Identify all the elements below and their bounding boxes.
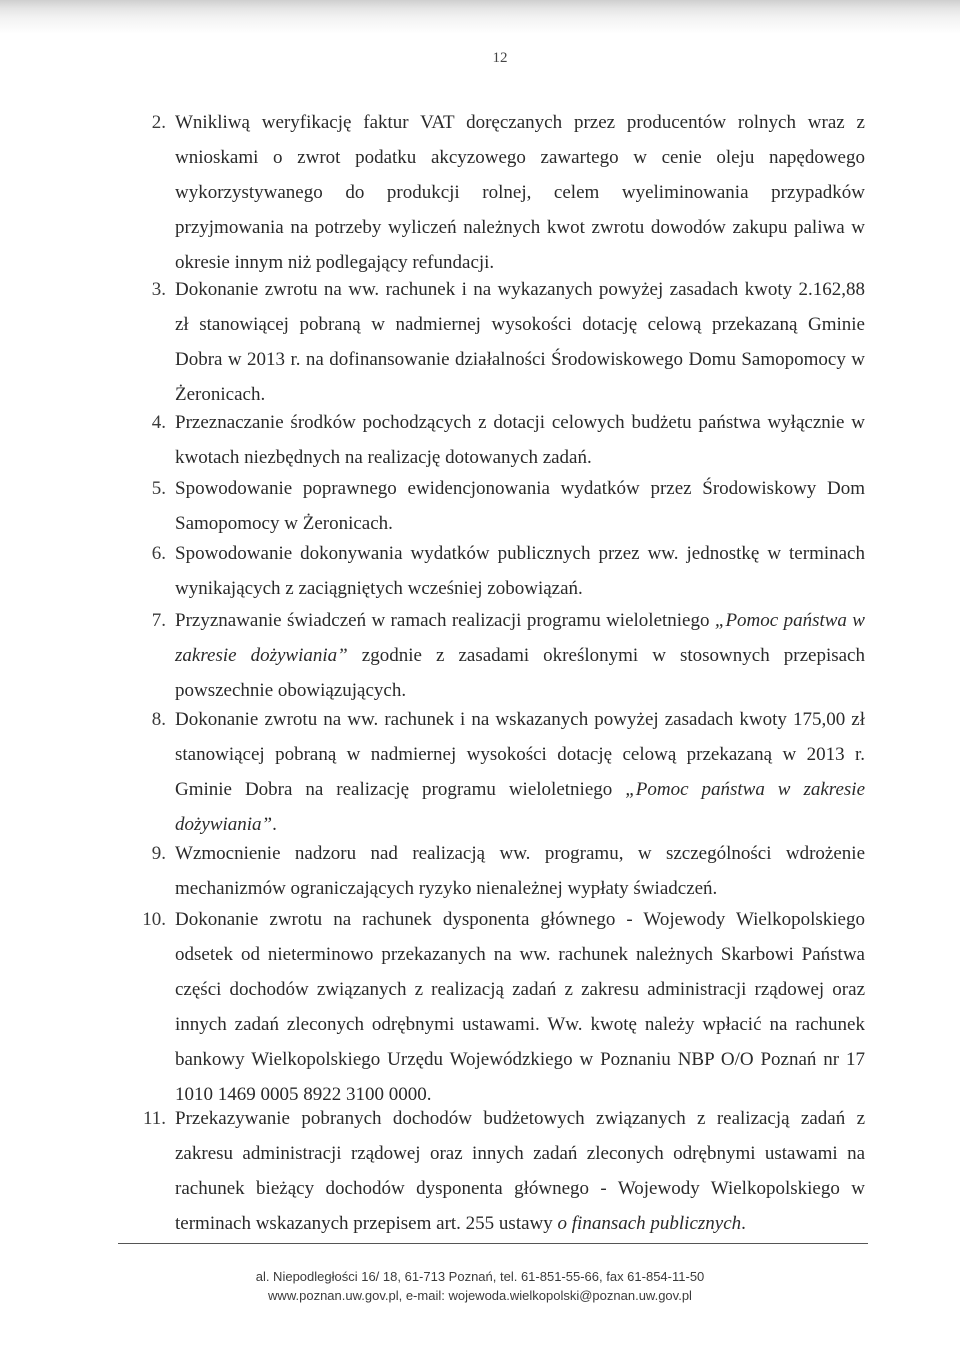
- text-fragment: Przeznaczanie środków pochodzących z dotacji celowych budżetu państwa wyłącznie w kwotach niezbędnych na realizację dotowanych zadań.: [175, 412, 865, 468]
- scan-top-edge: [0, 0, 960, 34]
- text-fragment: Dokonanie zwrotu na ww. rachunek i na wykazanych powyżej zasadach kwoty 2.162,88 zł stanowiącej pobraną w nadmiernej wysokości dotację celową przekazaną Gminie Dobra w 2013 r. na dofinansowanie działalności Środowiskowego Domu Samopomocy w Żeronicach.: [175, 279, 865, 405]
- italic-title: „Pomoc państwa w zakresie dożywiania”: [175, 779, 865, 835]
- text-fragment: .: [272, 814, 277, 835]
- text-fragment: zgodnie z zasadami określonymi w stosownych przepisach powszechnie obowiązujących.: [175, 645, 865, 701]
- italic-title: „Pomoc państwa w zakresie dożywiania”: [175, 610, 865, 666]
- text-fragment: Wzmocnienie nadzoru nad realizacją ww. programu, w szczególności wdrożenie mechanizmów ograniczających ryzyko nienależnej wypłaty świadczeń.: [175, 843, 865, 899]
- item-text: [175, 536, 865, 606]
- italic-title: o finansach publicznych: [557, 1213, 742, 1234]
- text-fragment: Wnikliwą weryfikację faktur VAT doręczanych przez producentów rolnych wraz z wnioskami o zwrot podatku akcyzowego zawartego w cenie oleju napędowego wykorzystywanego do produkcji rolnej, celem wyeliminowania przypadków przyjmowania na potrzeby wyliczeń należnych kwot zwrotu dowodów zakupu paliwa w okresie innym niż podlegający refundacji.: [175, 112, 865, 273]
- footer-address: al. Niepodległości 16/ 18, 61-713 Poznań, tel. 61-851-55-66, fax 61-854-11-50: [255, 1269, 705, 1284]
- item-text: [175, 836, 865, 906]
- text-fragment: Spowodowanie poprawnego ewidencjonowania wydatków przez Środowiskowy Dom Samopomocy w Żeronicach.: [175, 478, 865, 534]
- item-number: 6.: [151, 543, 166, 564]
- item-number: 7.: [151, 610, 166, 631]
- item-number: 8.: [151, 709, 166, 730]
- item-number: 10.: [142, 909, 166, 930]
- item-number: 2.: [151, 112, 166, 133]
- text-fragment: .: [741, 1213, 746, 1234]
- item-text: [175, 902, 865, 1112]
- item-number: 3.: [151, 279, 166, 300]
- text-fragment: Przekazywanie pobranych dochodów budżetowych związanych z realizacją zadań z zakresu administracji rządowej oraz innych zadań zleconych odrębnymi ustawami na rachunek bieżący dochodów dysponenta głównego - Wojewody Wielkopolskiego w terminach wskazanych przepisem art. 255 ustawy: [175, 1108, 865, 1234]
- item-number: 9.: [151, 843, 166, 864]
- text-fragment: Dokonanie zwrotu na rachunek dysponenta głównego - Wojewody Wielkopolskiego odsetek od nieterminowo przekazanych na ww. rachunek należnych Skarbowi Państwa części dochodów związanych z realizacją zadań z zakresu administracji rządowej oraz innych zadań zleconych odrębnymi ustawami. Ww. kwotę należy wpłacić na rachunek bankowy Wielkopolskiego Urzędu Wojewódzkiego w Poznaniu NBP O/O Poznań nr 17 1010 1469 0005 8922 3100 0000.: [175, 909, 865, 1105]
- text-fragment: Spowodowanie dokonywania wydatków publicznych przez ww. jednostkę w terminach wynikających z zaciągniętych wcześniej zobowiązań.: [175, 543, 865, 599]
- item-text: [175, 272, 865, 412]
- item-text: [175, 405, 865, 475]
- item-text: [175, 702, 865, 842]
- item-text: [175, 603, 865, 708]
- item-number: 4.: [151, 412, 166, 433]
- item-text: [175, 1101, 865, 1241]
- footer-contact: www.poznan.uw.gov.pl, e-mail: wojewoda.wielkopolski@poznan.uw.gov.pl: [268, 1288, 692, 1303]
- text-fragment: Przyznawanie świadczeń w ramach realizacji programu wieloletniego: [175, 610, 715, 631]
- footer-divider: [118, 1243, 868, 1244]
- item-number: 5.: [151, 478, 166, 499]
- item-text: [175, 105, 865, 280]
- item-text: [175, 471, 865, 541]
- page-number: 12: [492, 50, 508, 66]
- text-fragment: Dokonanie zwrotu na ww. rachunek i na wskazanych powyżej zasadach kwoty 175,00 zł stanowiącej pobraną w nadmiernej wysokości dotację celową przekazaną w 2013 r. Gminie Dobra na realizację programu wieloletniego: [175, 709, 865, 800]
- footer: [0, 1267, 960, 1305]
- item-number: 11.: [142, 1108, 166, 1129]
